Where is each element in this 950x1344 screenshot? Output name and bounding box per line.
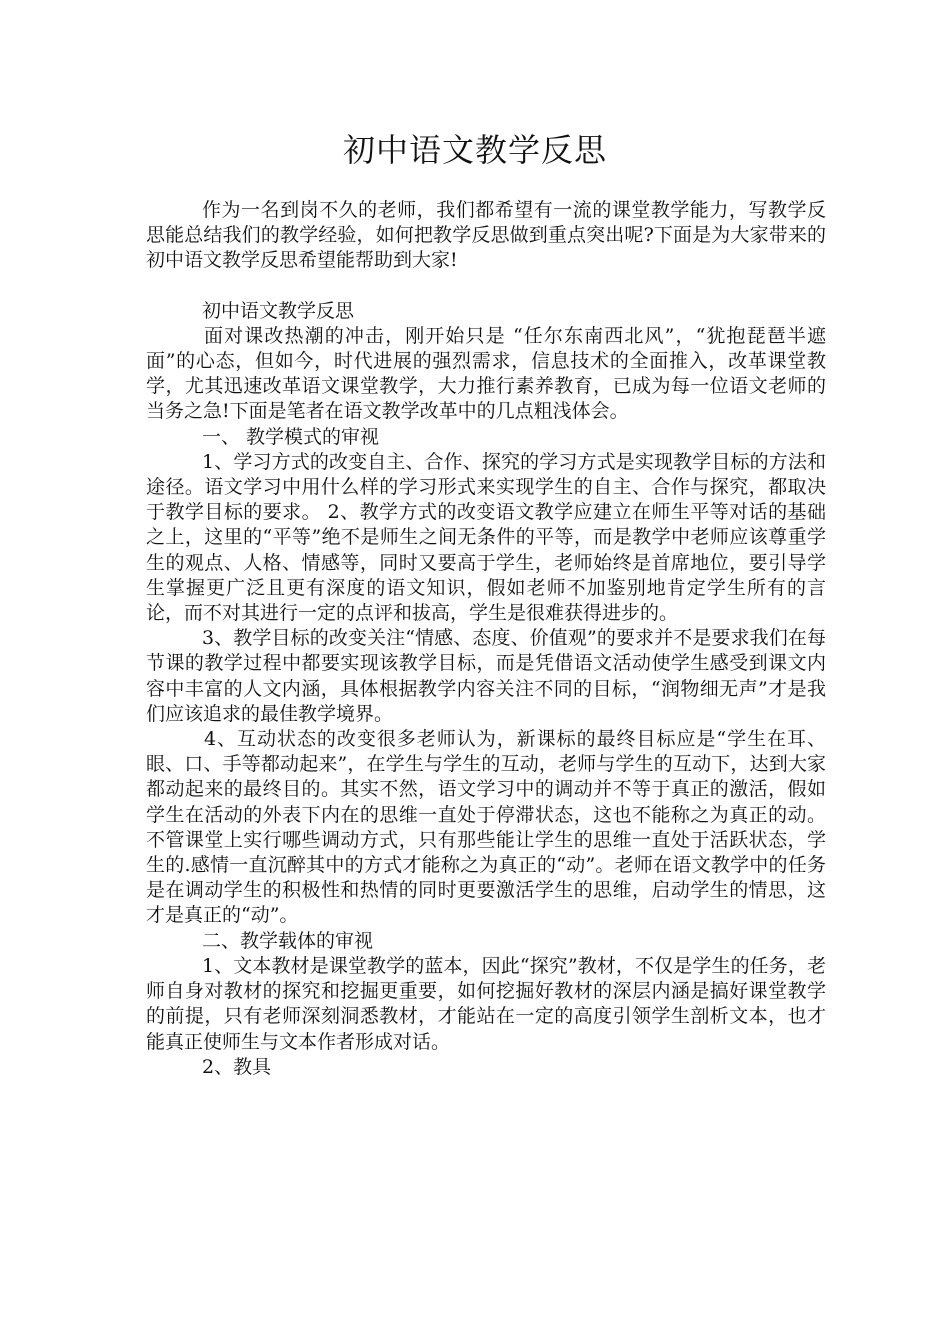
paragraph-interaction: 4、互动状态的改变很多老师认为，新课标的最终目标应是“学生在耳、眼、口、手等都动起来”，在学生与学生的互动，老师与学生的互动下，达到大家都动起来的最终目的。其实不然，语文学习中的调动并不等于真正的激活，假如学生在活动的外表下内在的思维一直处于停滞状态，这也不能称之为真正的动。不管课堂上实行哪些调动方式，只有那些能让学生的思维一直处于活跃状态，学生的.感情一直沉醉其中的方式才能称之为真正的“动”。老师在语文教学中的任务是在调动学生的积极性和热情的同时更要激活学生的思维，启动学生的情思，这才是真正的“动”。: [146, 728, 826, 927]
section-heading: 初中语文教学反思: [202, 299, 355, 322]
paragraph-learning-method: 1、学习方式的改变自主、合作、探究的学习方式是实现教学目标的方法和途径。语文学习中用什么样的学习形式来实现学生的自主、合作与探究，都取决于教学目标的要求。 2、教学方式的改变语文教学应建立在师生平等对话的基础之上，这里的“平等”绝不是师生之间无条件的平等，而是教学中老师应该尊重学生的观点、人格、情感等，同时又要高于学生，老师始终是首席地位，要引导学生掌握更广泛且更有深度的语文知识，假如老师不加鉴别地肯定学生所有的言论，而不对其进行一定的点评和拔高，学生是很难获得进步的。: [146, 450, 826, 625]
paragraph-spacer: [146, 274, 826, 299]
intro-paragraph: 作为一名到岗不久的老师，我们都希望有一流的课堂教学能力，写教学反思能总结我们的教学经验，如何把教学反思做到重点突出呢?下面是为大家带来的初中语文教学反思希望能帮助到大家!: [146, 199, 826, 272]
document-body: [146, 198, 826, 1080]
heading-teaching-model: 一、 教学模式的审视: [202, 425, 380, 448]
paragraph-textbook: 1、文本教材是课堂教学的蓝本，因此“探究”教材，不仅是学生的任务，老师自身对教材的探究和挖掘更重要，如何挖掘好教材的深层内涵是搞好课堂教学的前提，只有老师深刻洞悉教材，才能站在一定的高度引领学生剖析文本，也才能真正使师生与文本作者形成对话。: [146, 954, 826, 1053]
paragraph-reform-attitude: 面对课改热潮的冲击，刚开始只是 “任尔东南西北风”，“犹抱琵琶半遮面”的心态，但如今，时代进展的强烈需求，信息技术的全面推入，改革课堂教学，尤其迅速改革语文课堂教学，大力推行素养教育，已成为每一位语文老师的当务之急!下面是笔者在语文教学改革中的几点粗浅体会。: [146, 324, 826, 423]
document-title: 初中语文教学反思: [342, 131, 607, 169]
paragraph-teaching-goal: 3、教学目标的改变关注“情感、态度、价值观”的要求并不是要求我们在每节课的教学过程中都要实现该教学目标，而是凭借语文活动使学生感受到课文内容中丰富的人文内涵，具体根据教学内容关注不同的目标，“润物细无声”才是我们应该追求的最佳教学境界。: [146, 627, 826, 725]
heading-teaching-carrier: 二、教学载体的审视: [202, 929, 374, 952]
paragraph-teaching-aids: 2、教具: [202, 1055, 272, 1078]
